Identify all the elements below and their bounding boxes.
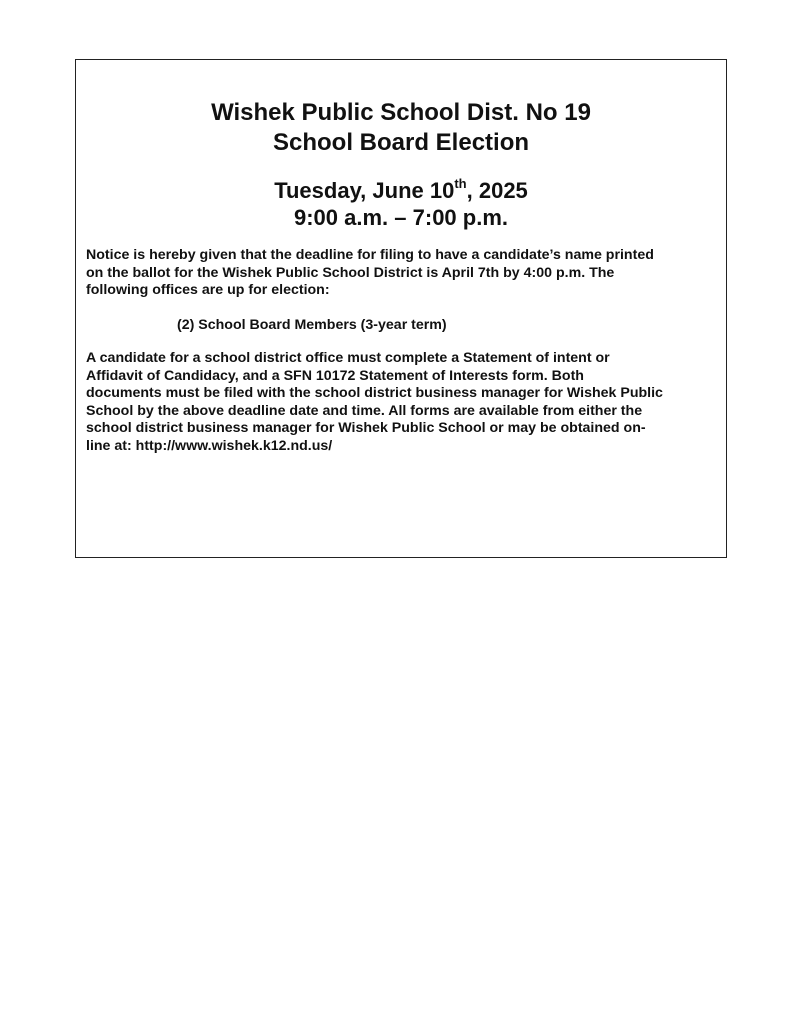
election-notice-box [75,59,727,558]
paragraph-line: school district business manager for Wishek Public School or may be obtained on- [86,420,646,437]
notice-title-district: Wishek Public School Dist. No 19 [211,99,591,126]
paragraph-line: following offices are up for election: [86,282,330,299]
election-hours: 9:00 a.m. – 7:00 p.m. [294,205,508,230]
notice-title-election: School Board Election [272,129,530,156]
election-date-main: Tuesday, June 10 [274,178,455,203]
paragraph-line-with-link: line at: http://www.wishek.k12.nd.us/ [86,437,333,454]
candidate-requirements-paragraph [86,350,726,456]
election-date-year: , 2025 [466,178,528,203]
paragraph-line: documents must be filed with the school district business manager for Wishek Public [86,385,663,402]
paragraph-line: A candidate for a school district office must complete a Statement of intent or [86,350,610,366]
paragraph-line: School by the above deadline date and time. All forms are available from either the [86,402,643,419]
filing-deadline-paragraph [86,247,726,300]
election-date [76,177,726,204]
election-date-suffix: th [454,175,467,191]
paragraph-line: on the ballot for the Wishek Public School District is April 7th by 4:00 p.m. The [86,264,615,281]
paragraph-line: Notice is hereby given that the deadline for filing to have a candidate’s name printed [86,247,654,263]
office-up-for-election: (2) School Board Members (3-year term) [177,317,447,333]
paragraph-line: Affidavit of Candidacy, and a SFN 10172 Statement of Interests form. Both [86,367,584,384]
